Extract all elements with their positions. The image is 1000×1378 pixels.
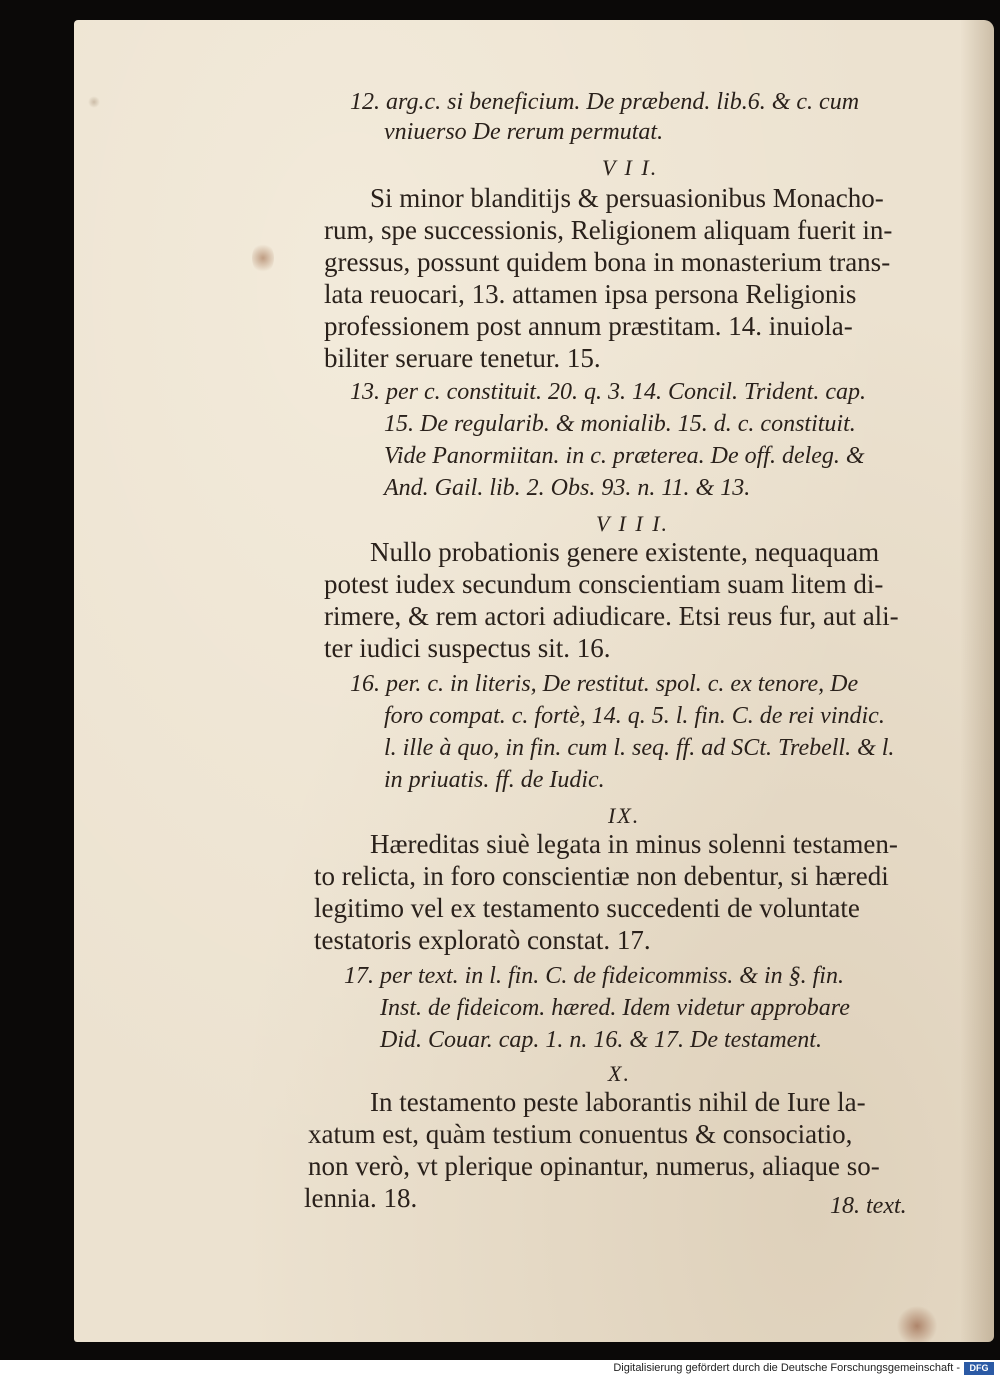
body-line: professionem post annum præstitam. 14. inuiola- [324, 311, 853, 341]
footnote-line: 13. per c. constituit. 20. q. 3. 14. Concil. Trident. cap. [350, 379, 866, 405]
footnote-line: Inst. de fideicom. hæred. Idem videtur approbare [380, 995, 850, 1021]
body-line: Nullo probationis genere existente, nequaquam [370, 537, 880, 567]
footnote-line: foro compat. c. fortè, 14. q. 5. l. fin. C. de rei vindic. [384, 703, 885, 729]
page-edge-shadow [960, 20, 994, 1342]
footnote-line: in priuatis. ff. de Iudic. [384, 767, 605, 793]
digitization-footer [0, 1360, 1000, 1378]
body-line: legitimo vel ex testamento succedenti de voluntate [314, 893, 860, 923]
footnote-line: 17. per text. in l. fin. C. de fideicommiss. & in §. fin. [344, 963, 844, 989]
body-line: In testamento peste laborantis nihil de Iure la- [370, 1087, 866, 1117]
body-line: potest iudex secundum conscientiam suam litem di- [324, 569, 884, 599]
body-line: gressus, possunt quidem bona in monasterium trans- [324, 247, 891, 277]
footnote-line: 12. arg.c. si beneficium. De præbend. lib.6. & c. cum [350, 89, 860, 115]
body-line: rum, spe successionis, Religionem aliquam fuerit in- [324, 215, 893, 245]
section-heading: IX. [608, 803, 641, 828]
catchword: 18. text. [830, 1193, 907, 1219]
section-heading: V I I. [602, 155, 659, 180]
book-page [74, 20, 994, 1342]
body-line: biliter seruare tenetur. 15. [324, 343, 601, 373]
footnote-line: And. Gail. lib. 2. Obs. 93. n. 11. & 13. [384, 475, 751, 501]
footnote-line: vniuerso De rerum permutat. [384, 119, 664, 145]
dfg-logo: DFG [964, 1362, 994, 1375]
footnote-line: Vide Panormiitan. in c. præterea. De off. deleg. & [384, 443, 865, 469]
body-line: non verò, vt plerique opinantur, numerus, aliaque so- [308, 1151, 880, 1181]
section-heading: X. [608, 1061, 631, 1086]
footnote-line: l. ille à quo, in fin. cum l. seq. ff. ad SCt. Trebell. & l. [384, 735, 895, 761]
body-line: lata reuocari, 13. attamen ipsa persona Religionis [324, 279, 857, 309]
body-line: xatum est, quàm testium conuentus & consociatio, [308, 1119, 853, 1149]
body-line: lennia. 18. [304, 1183, 418, 1213]
footnote-line: 16. per. c. in literis, De restitut. spol. c. ex tenore, De [350, 671, 859, 697]
funding-credit: Digitalisierung gefördert durch die Deutsche Forschungsgemeinschaft - [613, 1362, 960, 1374]
foxing-stain [896, 1306, 938, 1342]
body-line: ter iudici suspectus sit. 16. [324, 633, 611, 663]
body-line: to relicta, in foro conscientiæ non debentur, si hæredi [314, 861, 889, 891]
foxing-stain [252, 242, 274, 274]
foxing-stain [88, 96, 100, 108]
section-heading: V I I I. [596, 511, 670, 536]
body-line: Si minor blanditijs & persuasionibus Monacho- [370, 183, 884, 213]
footnote-line: 15. De regularib. & monialib. 15. d. c. constituit. [384, 411, 856, 437]
body-line: testatoris exploratò constat. 17. [314, 925, 651, 955]
footnote-line: Did. Couar. cap. 1. n. 16. & 17. De testament. [380, 1027, 822, 1053]
body-line: rimere, & rem actori adiudicare. Etsi reus fur, aut ali- [324, 601, 899, 631]
body-line: Hæreditas siuè legata in minus solenni testamen- [370, 829, 898, 859]
